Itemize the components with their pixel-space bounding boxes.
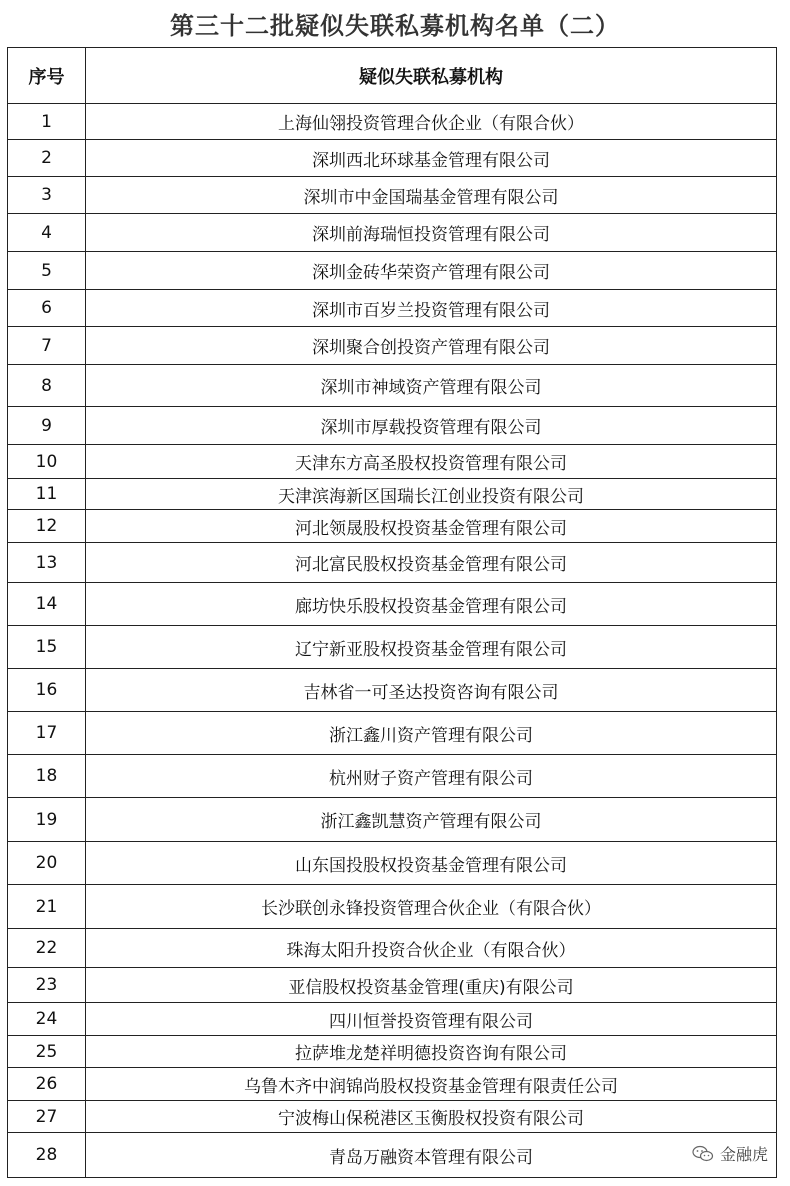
row-number: 27 [8, 1101, 86, 1133]
table-row [8, 583, 777, 626]
institution-name: 四川恒誉投资管理有限公司 [86, 1003, 777, 1036]
table-row [8, 755, 777, 798]
institution-name: 深圳市神域资产管理有限公司 [86, 365, 777, 407]
table-row [8, 327, 777, 365]
row-number: 5 [8, 252, 86, 290]
table-row [8, 885, 777, 929]
table-row [8, 252, 777, 290]
table-row [8, 365, 777, 407]
table-row [8, 929, 777, 968]
institution-name: 深圳市百岁兰投资管理有限公司 [86, 290, 777, 327]
row-number: 8 [8, 365, 86, 407]
table-row [8, 510, 777, 543]
row-number: 28 [8, 1133, 86, 1178]
table-row [8, 479, 777, 510]
row-number: 4 [8, 214, 86, 252]
institution-name: 深圳金砖华荣资产管理有限公司 [86, 252, 777, 290]
institution-name: 深圳西北环球基金管理有限公司 [86, 140, 777, 177]
institution-name: 亚信股权投资基金管理(重庆)有限公司 [86, 968, 777, 1003]
table-row [8, 445, 777, 479]
institution-name: 深圳市厚载投资管理有限公司 [86, 407, 777, 445]
table-row [8, 290, 777, 327]
institution-name: 上海仙翎投资管理合伙企业（有限合伙） [86, 104, 777, 140]
watermark-text: 金融虎 [719, 1145, 768, 1164]
watermark [692, 1142, 768, 1165]
row-number: 19 [8, 798, 86, 842]
institution-name: 深圳聚合创投资产管理有限公司 [86, 327, 777, 365]
row-number: 18 [8, 755, 86, 798]
institution-name: 河北领晟股权投资基金管理有限公司 [86, 510, 777, 543]
institution-name: 长沙联创永锋投资管理合伙企业（有限合伙） [86, 885, 777, 929]
row-number: 16 [8, 669, 86, 712]
row-number: 24 [8, 1003, 86, 1036]
table-row [8, 968, 777, 1003]
institution-name: 天津东方高圣股权投资管理有限公司 [86, 445, 777, 479]
table-row [8, 1036, 777, 1068]
table-row [8, 1101, 777, 1133]
institution-name: 浙江鑫川资产管理有限公司 [86, 712, 777, 755]
row-number: 20 [8, 842, 86, 885]
institution-name: 浙江鑫凯慧资产管理有限公司 [86, 798, 777, 842]
row-number: 15 [8, 626, 86, 669]
table-row [8, 1003, 777, 1036]
institution-name: 深圳市中金国瑞基金管理有限公司 [86, 177, 777, 214]
table-row [8, 669, 777, 712]
row-number: 9 [8, 407, 86, 445]
institution-name: 廊坊快乐股权投资基金管理有限公司 [86, 583, 777, 626]
institution-name: 宁波梅山保税港区玉衡股权投资有限公司 [86, 1101, 777, 1133]
table-row [8, 626, 777, 669]
institution-name: 杭州财子资产管理有限公司 [86, 755, 777, 798]
row-number: 23 [8, 968, 86, 1003]
header-name: 疑似失联私募机构 [86, 48, 777, 104]
page-title: 第三十二批疑似失联私募机构名单（二） [170, 12, 620, 40]
institution-name: 山东国投股权投资基金管理有限公司 [86, 842, 777, 885]
row-number: 3 [8, 177, 86, 214]
row-number: 13 [8, 543, 86, 583]
row-number: 22 [8, 929, 86, 968]
table-row [8, 1133, 777, 1178]
institution-name: 天津滨海新区国瑞长江创业投资有限公司 [86, 479, 777, 510]
row-number: 17 [8, 712, 86, 755]
row-number: 6 [8, 290, 86, 327]
row-number: 7 [8, 327, 86, 365]
table-row [8, 798, 777, 842]
wechat-icon [692, 1145, 714, 1163]
row-number: 12 [8, 510, 86, 543]
table-row [8, 407, 777, 445]
row-number: 10 [8, 445, 86, 479]
row-number: 2 [8, 140, 86, 177]
row-number: 25 [8, 1036, 86, 1068]
row-number: 1 [8, 104, 86, 140]
row-number: 26 [8, 1068, 86, 1101]
institution-name: 青岛万融资本管理有限公司 [86, 1133, 777, 1178]
table-row [8, 712, 777, 755]
institution-name: 河北富民股权投资基金管理有限公司 [86, 543, 777, 583]
header-no: 序号 [8, 48, 86, 104]
table-row [8, 543, 777, 583]
row-number: 21 [8, 885, 86, 929]
institution-name: 珠海太阳升投资合伙企业（有限合伙） [86, 929, 777, 968]
row-number: 11 [8, 479, 86, 510]
table-row [8, 214, 777, 252]
institution-name: 吉林省一可圣达投资咨询有限公司 [86, 669, 777, 712]
table-row [8, 1068, 777, 1101]
table-row [8, 842, 777, 885]
institution-name: 乌鲁木齐中润锦尚股权投资基金管理有限责任公司 [86, 1068, 777, 1101]
table-row [8, 104, 777, 140]
table-row [8, 140, 777, 177]
table-header-row [8, 48, 777, 104]
institution-name: 深圳前海瑞恒投资管理有限公司 [86, 214, 777, 252]
table-row [8, 177, 777, 214]
row-number: 14 [8, 583, 86, 626]
institution-name: 拉萨堆龙楚祥明德投资咨询有限公司 [86, 1036, 777, 1068]
institution-name: 辽宁新亚股权投资基金管理有限公司 [86, 626, 777, 669]
institution-table [7, 47, 777, 1178]
